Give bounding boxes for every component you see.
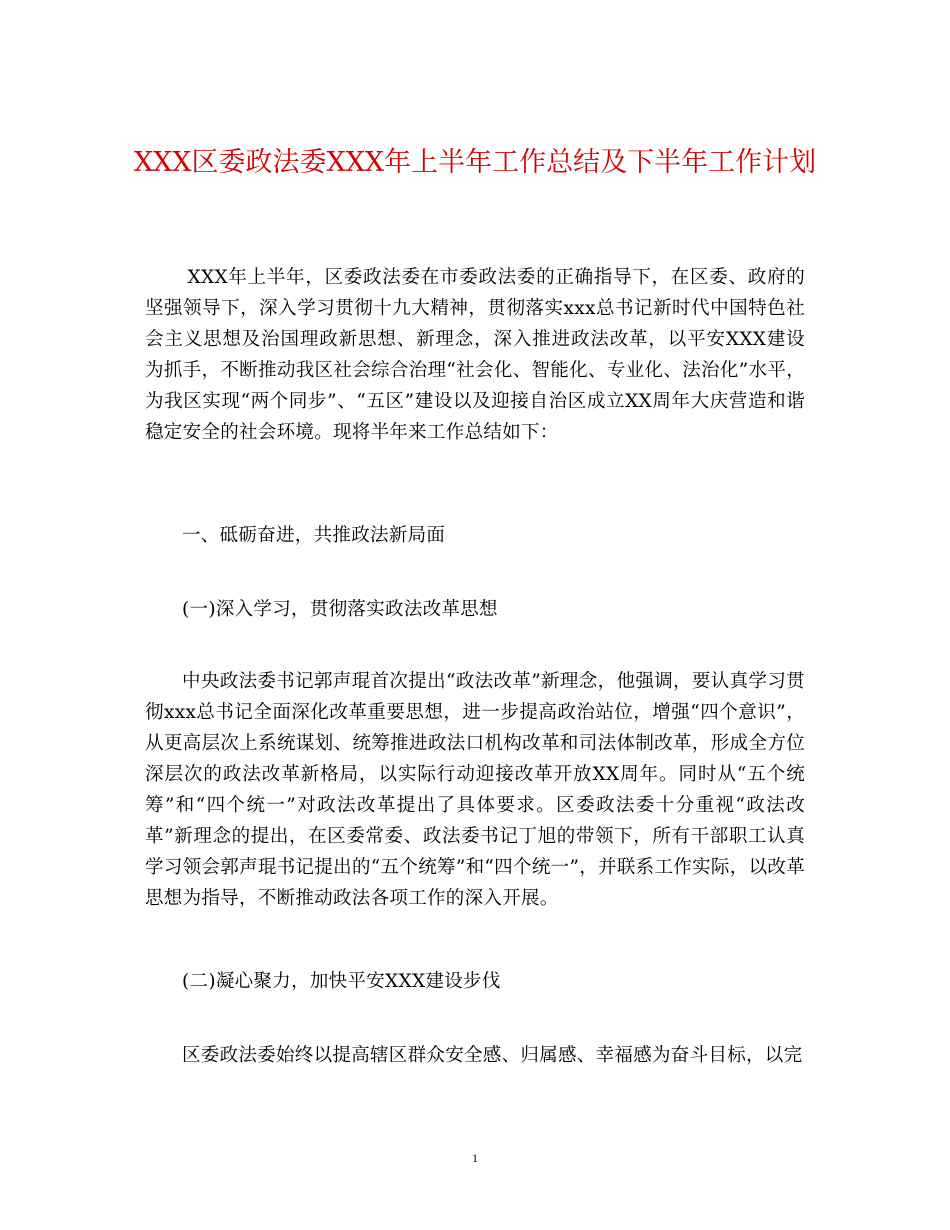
body-paragraph-2: 区委政法委始终以提高辖区群众安全感、归属感、幸福感为奋斗目标，以完	[182, 1045, 803, 1066]
body-paragraph-1: 中央政法委书记郭声琨首次提出“政法改革”新理念，他强调，要认真学习贯彻xxx总书记全面深化改革重要思想，进一步提高政治站位，增强“四个意识”，从更高层次上系统谋划、统筹推进政法口机构改革和司法体制改革，形成全方位深层次的政法改革新格局，以实际行动迎接改革开放XX周年。同时从“五个统筹”和“四个统一”对政法改革提出了具体要求。区委政法委十分重视“政法改革”新理念的提出，在区委常委、政法委书记丁旭的带领下，所有干部职工认真学习领会郭声琨书记提出的“五个统筹”和“四个统一”，并联系工作实际，以改革思想为指导，不断推动政法各项工作的深入开展。	[145, 671, 805, 909]
subsection-heading-2: (二)凝心聚力，加快平安XXX建设步伐	[182, 971, 501, 992]
section-heading-1: 一、砥砺奋进，共推政法新局面	[182, 525, 446, 546]
intro-paragraph: XXX年上半年，区委政法委在市委政法委的正确指导下，在区委、政府的坚强领导下，深入学习贯彻十九大精神，贯彻落实xxx总书记新时代中国特色社会主义思想及治国理政新思想、新理念，深入推进政法改革，以平安XXX建设为抓手，不断推动我区社会综合治理“社会化、智能化、专业化、法治化”水平，为我区实现“两个同步”、“五区”建设以及迎接自治区成立XX周年大庆营造和谐稳定安全的社会环境。现将半年来工作总结如下：	[145, 267, 805, 443]
subsection-heading-1: (一)深入学习，贯彻落实政法改革思想	[182, 599, 498, 620]
page-number: 1	[472, 1151, 478, 1165]
document-title: XXX区委政法委XXX年上半年工作总结及下半年工作计划	[133, 147, 817, 178]
